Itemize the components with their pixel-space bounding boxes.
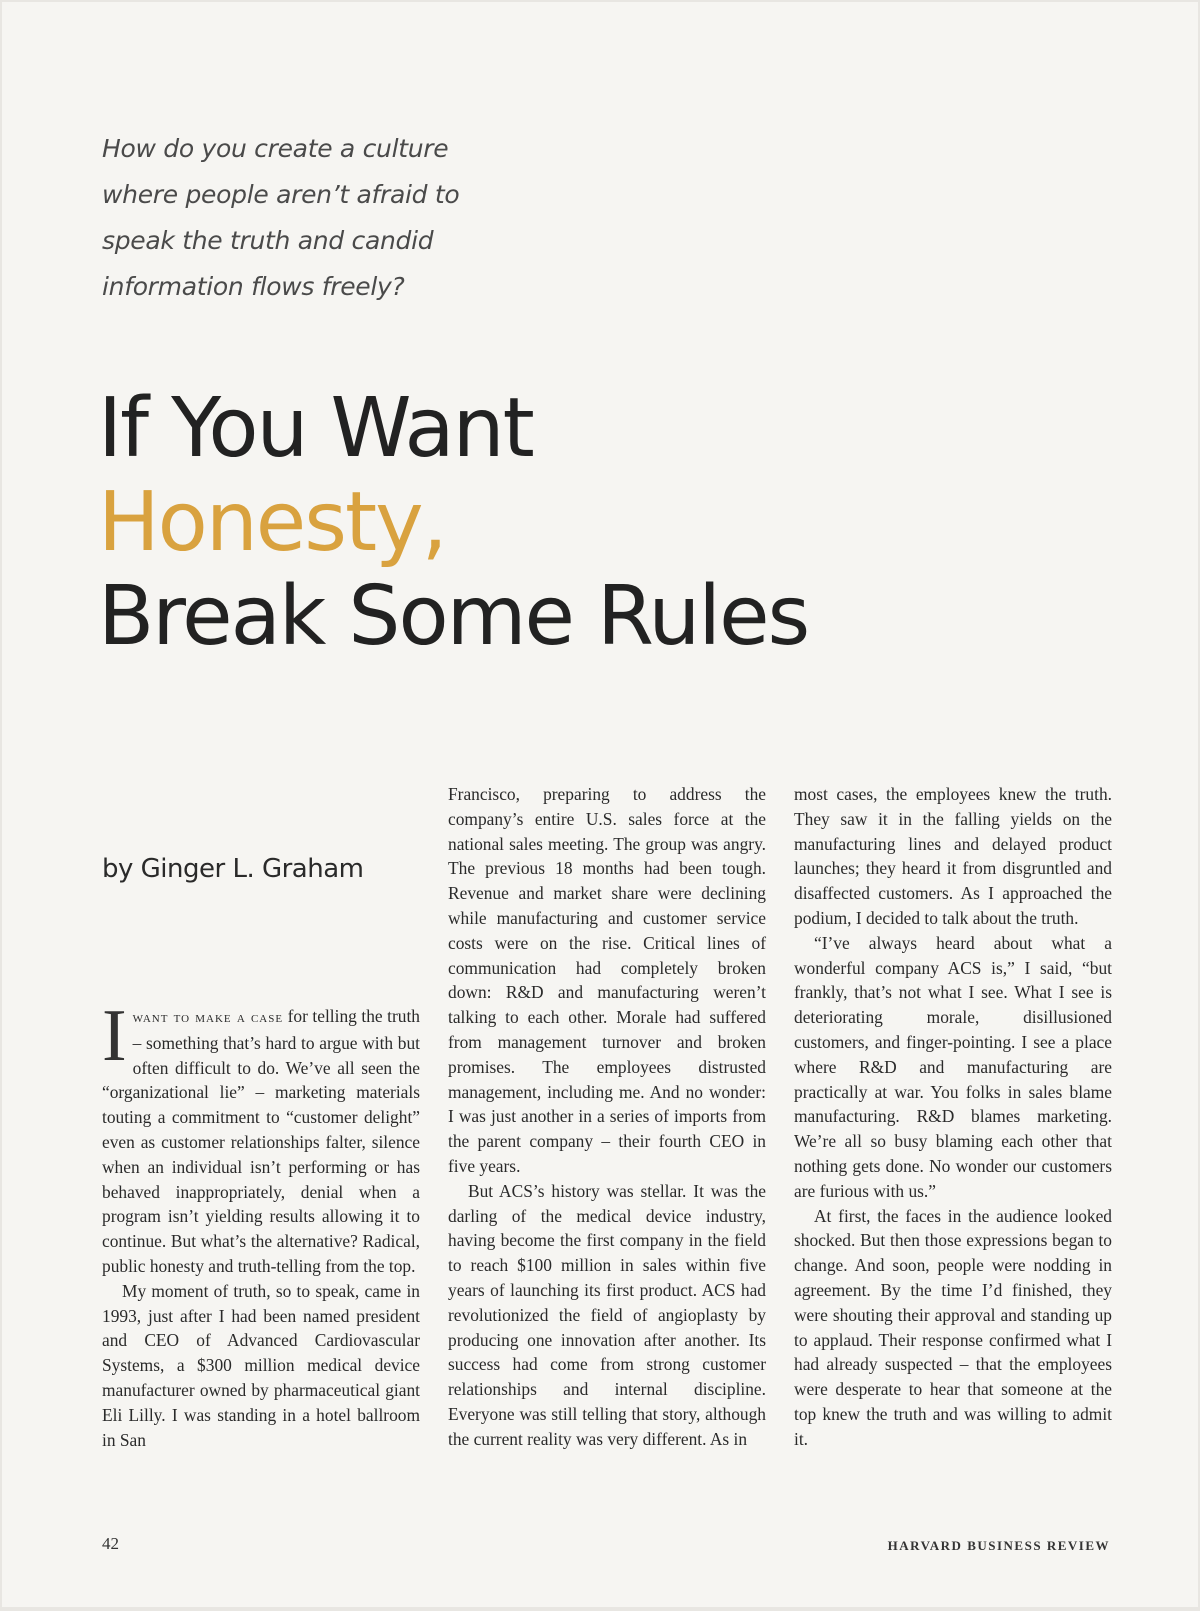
magazine-page [2,2,1198,1607]
title-line-3: Break Some Rules [98,569,809,664]
column-2 [448,782,766,1452]
deck-line: speak the truth and candid [102,226,434,255]
article-deck [102,126,502,310]
column-3 [794,782,1112,1452]
paragraph: most cases, the employees knew the truth. They saw it in the falling yields on the manufacturing lines and delayed product launches; they heard it from disgruntled and disaffected customers. As I approached the podium, I decided to talk about the truth. [794,784,1112,928]
page-number: 42 [102,1534,119,1553]
paragraph: “I’ve always heard about what a wonderful company ACS is,” I said, “but frankly, that’s not what I see. What I see is deteriorating morale, disillusioned customers, and finger-pointing. I see a place where R&D and manufacturing are practically at war. You folks in sales blame manufacturing. R&D blames marketing. We’re all so busy blaming each other that nothing gets done. No wonder our customers are furious with us.” [794,932,1112,1201]
deck-line: where people aren’t afraid to [102,180,460,209]
author-byline: by Ginger L. Graham [102,854,364,884]
paragraph: My moment of truth, so to speak, came in 1993, just after I had been named president and CEO of Advanced Cardiovascular Systems, a $300 million medical device manufacturer owned by pharmaceutical giant Eli Lilly. I was standing in a hotel ballroom in San [102,1280,420,1450]
deck-line: information flows freely? [102,272,405,301]
paragraph: But ACS’s history was stellar. It was the darling of the medical device industry, having become the first company in the field to reach $100 million in sales within five years of launching its first product. ACS had revolutionized the field of angioplasty by producing one innovation after another. Its success had come from strong customer relationships and internal discipline. Everyone was still telling that story, although the current reality was very different. As in [448,1180,766,1449]
journal-name: HARVARD BUSINESS REVIEW [887,1538,1110,1553]
paragraph [102,995,421,1279]
title-line-1: If You Want [98,381,533,476]
lead-in: want to make a case [132,1009,284,1026]
paragraph: At first, the faces in the audience looked shocked. But then those expressions began to change. And soon, people were nodding in agreement. By the time I’d finished, they were shouting their approval and standing up to applaud. Their response confirmed what I had already suspected – that the employees were desperate to hear that someone at the top knew the truth and was willing to admit it. [794,1205,1112,1449]
title-line-accent: Honesty, [98,475,446,570]
drop-cap: I [102,995,127,1077]
paragraph: Francisco, preparing to address the company’s entire U.S. sales force at the national sales meeting. The group was angry. The previous 18 months had been tough. Revenue and market share were declining while manufacturing and customer service costs were on the rise. Critical lines of communication had completely broken down: R&D and manufacturing weren’t talking to each other. Morale had suffered from management turnover and broken promises. The employees distrusted management, including me. And no wonder: I was just another in a series of imports from the parent company – their fourth CEO in five years. [448,784,766,1176]
article-title [98,382,998,664]
column-1 [102,995,421,1452]
deck-line: How do you create a culture [102,134,449,163]
paragraph-text: for telling the truth – something that’s hard to argue with but often difficult to do. We’ve all seen the “organizational lie” – marketing materials touting a commitment to “customer delight” even as customer relationships falter, silence when an individual isn’t performing or has behaved inappropriately, denial when a program isn’t yielding results allowing it to continue. But what’s the alternative? Radical, public honesty and truth-telling from the top. [102,1006,421,1276]
